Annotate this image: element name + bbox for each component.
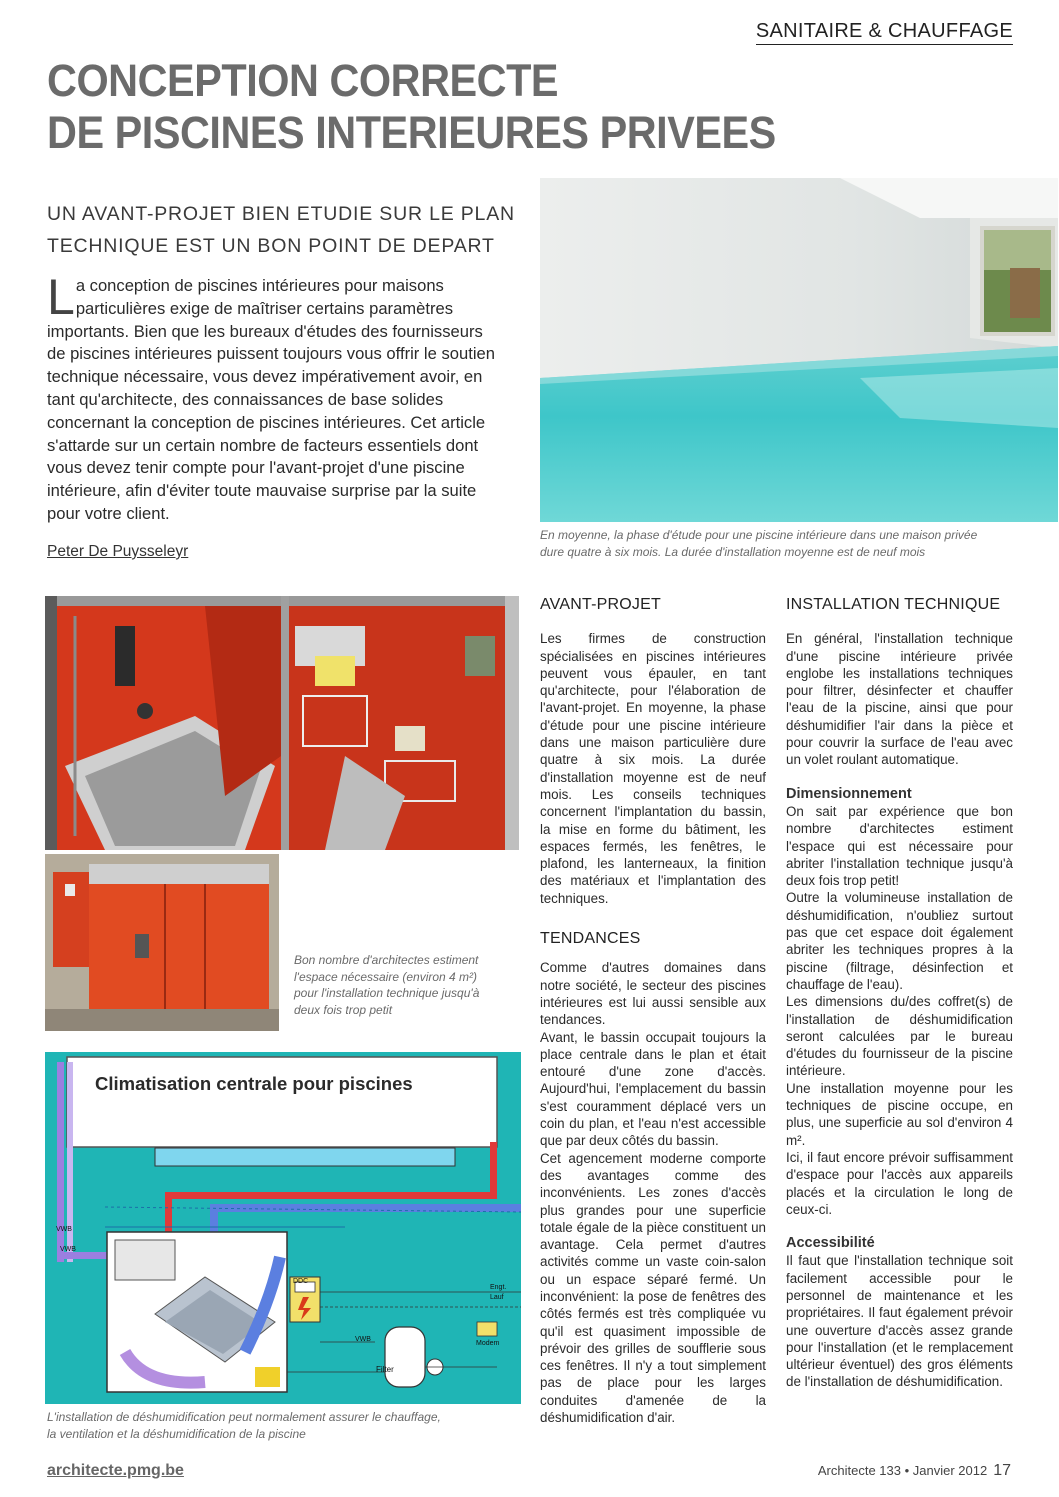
dehumidifier-unit-photo [45, 854, 279, 1031]
paragraph-dimensionnement-1: On sait par expérience que bon nombre d'architectes estiment l'espace qui est nécessaire pour abriter l'installation technique jusqu'à deux fois trop petit! [786, 803, 1013, 889]
author-byline: Peter De Puysseleyr [47, 543, 189, 560]
diagram-label-filter: Filter [376, 1365, 394, 1374]
paragraph-accessibilite: Il faut que l'installation technique soit facilement accessible pour le personnel de maintenance et les propriétaires. Il faut également prévoir une ouverture d'accès assez grande pour l'installation (et le remplacement ultérieur éventuel) des gros éléments de l'installation de déshumidification. [786, 1253, 1013, 1390]
article-column-right [786, 596, 1013, 1391]
paragraph-dimensionnement-5: Ici, il faut encore prévoir suffisamment d'espace pour l'accès aux appareils placés et la circulation le long de ceux-ci. [786, 1149, 1013, 1217]
technical-room-caption [294, 952, 516, 1018]
intro-text: a conception de piscines intérieures pour maisons particulières exige de maîtriser certains paramètres importants. Bien que les bureaux d'études des fournisseurs de piscines intérieures puissent toujours vous offrir le soutien technique nécessaire, vous devez impérativement avoir, en tant qu'architecte, des connaissances de base solides concernant la conception de piscines intérieures. Cet article s'attarde sur un certain nombre de facteurs essentiels dont vous devez tenir compte pour l'avant-projet d'une piscine intérieure, afin d'éviter toute mauvaise surprise par la suite pour votre client. [47, 276, 495, 523]
issue-info: Architecte 133 • Janvier 2012 [817, 1463, 988, 1478]
heading-avant-projet: AVANT-PROJET [540, 596, 661, 613]
machine-caption-line-4: deux fois trop petit [294, 1002, 393, 1017]
section-tag: SANITAIRE & CHAUFFAGE [756, 20, 1013, 45]
paragraph-avant-projet: Les firmes de construction spécialisées en piscines intérieures peuvent vous épauler, en tant qu'architecte, pour l'élaboration de l'avant-projet. En moyenne, la phase d'étude pour une piscine intérieure dans une maison particulière dure quatre à six mois. La durée d'installation moyenne est de neuf mois. Les conseils techniques concernent l'implantation du bassin, la mise en forme du bâtiment, les espaces fermés, les fenêtres, le plafond, les lanterneaux, la finition des matériaux et l'implantation des techniques. [540, 631, 766, 906]
page-title [47, 55, 776, 159]
paragraph-tendances-2: Avant, le bassin occupait toujours la place centrale dans le plan et était entouré d'une zone d'accès. Aujourd'hui, l'emplacement du bassin s'est couramment déplacé vers un coin du plan, et l'eau n'est accessible que par deux côtés du bassin. [540, 1029, 766, 1149]
pool-caption-line-1: En moyenne, la phase d'étude pour une piscine intérieure dans une maison privée [540, 528, 978, 542]
diagram-label-vwb-1: VWB [56, 1226, 72, 1233]
diagram-caption-line-2: la ventilation et la déshumidification de la piscine [47, 1427, 306, 1441]
pool-photo [540, 178, 1058, 522]
drop-cap: L [47, 269, 75, 325]
website-link[interactable]: architecte.pmg.be [47, 1462, 184, 1479]
machine-caption-line-1: Bon nombre d'architectes estiment [294, 953, 479, 967]
paragraph-dimensionnement-2: Outre la volumineuse installation de déshumidification, n'oubliez surtout pas que cet espace doit également abriter les techniques propres à la piscine (filtrage, désinfection et chauffage de l'eau). [786, 890, 1013, 992]
paragraph-dimensionnement-4: Une installation moyenne pour les techniques de piscine occupe, en plus, une superficie au sol d'environ 4 m². [786, 1080, 1013, 1148]
subheading-dimensionnement: Dimensionnement [786, 785, 912, 802]
intro-paragraph [47, 269, 505, 526]
footer-issue [818, 1462, 1011, 1480]
diagram-caption-line-1: L'installation de déshumidification peut normalement assurer le chauffage, [47, 1410, 441, 1424]
diagram-label-lauf: Lauf [490, 1294, 504, 1301]
diagram-caption [47, 1409, 517, 1443]
diagram-label-ddc: DDC [293, 1278, 309, 1285]
subheading-accessibilite: Accessibilité [786, 1235, 875, 1252]
diagram-label-modem: Modem [476, 1340, 500, 1347]
heading-tendances: TENDANCES [540, 930, 641, 948]
diagram-label-engt: Engt. [490, 1284, 507, 1291]
machine-caption-line-3: pour l'installation technique jusqu'à [294, 986, 480, 1000]
diagram-label-vwb-2: VWB [60, 1246, 76, 1253]
paragraph-dimensionnement-3: Les dimensions du/des coffret(s) de l'installation de déshumidification seront calculées par le bureau d'études du fournisseur de la piscine intérieure. [786, 994, 1013, 1079]
technical-room-photo [45, 596, 519, 850]
machine-caption-line-2: l'espace nécessaire (environ 4 m²) [294, 969, 478, 984]
heading-installation-technique: INSTALLATION TECHNIQUE [786, 596, 1001, 613]
paragraph-tendances-3: Cet agencement moderne comporte des avantages comme des inconvénients. Les zones d'accès plus grandes pour une superficie totale égale de la pièce constituent un avantage. Cela permet d'autres activités comme un vaste coin-salon ou un espace séparé fermé. Un inconvénient: la pose de fenêtres des côtés fermés est très compliquée vu qu'il est quasiment impossible de prévoir des grilles de soufflerie sous ces fenêtres. Il n'y a tout simplement pas de place pour les larges conduites d'amenée de la déshumidification d'air. [540, 1150, 766, 1426]
subtitle-line-2: TECHNIQUE EST UN BON POINT DE DEPART [47, 235, 495, 257]
page-number: 17 [993, 1462, 1011, 1479]
diagram-title: Climatisation centrale pour piscines [95, 1073, 413, 1094]
subtitle [47, 198, 517, 262]
pool-photo-caption [540, 527, 1020, 561]
subtitle-line-1: UN AVANT-PROJET BIEN ETUDIE SUR LE PLAN [47, 203, 515, 225]
diagram-label-vwb-3: VWB [355, 1336, 371, 1343]
paragraph-installation: En général, l'installation technique d'une piscine intérieure privée englobe les installations techniques pour filtrer, désinfecter et chauffer l'eau de la piscine, ainsi que pour déshumidifier l'air dans la pièce et pour couvrir la surface de l'eau avec un volet roulant automatique. [786, 631, 1013, 768]
paragraph-tendances-1: Comme d'autres domaines dans notre société, le secteur des piscines intérieures est lui aussi sensible aux tendances. [540, 960, 766, 1028]
pool-caption-line-2: dure quatre à six mois. La durée d'installation moyenne est de neuf mois [540, 545, 926, 559]
title-line-1: CONCEPTION CORRECTE [47, 55, 559, 106]
article-column-middle [540, 596, 766, 1426]
climate-system-diagram [45, 1052, 521, 1404]
title-line-2: DE PISCINES INTERIEURES PRIVEES [47, 107, 776, 158]
